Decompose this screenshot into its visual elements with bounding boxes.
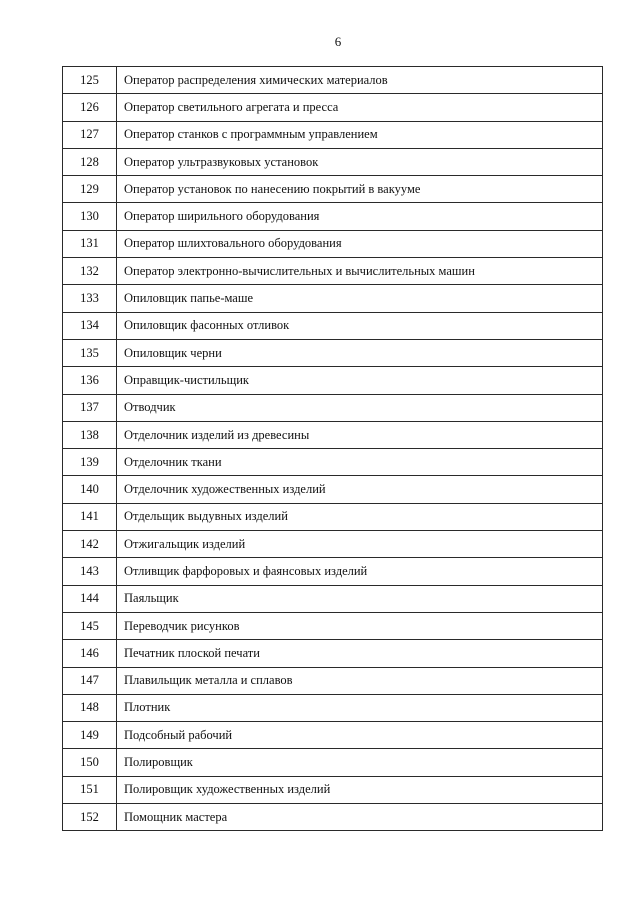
occupation-name-cell: Оператор электронно-вычислительных и вычислительных машин	[117, 258, 603, 285]
occupation-name-cell: Отделочник изделий из древесины	[117, 421, 603, 448]
row-number-cell: 125	[63, 67, 117, 94]
occupation-name-cell: Плотник	[117, 694, 603, 721]
occupation-name-cell: Оператор станков с программным управлением	[117, 121, 603, 148]
row-number-cell: 133	[63, 285, 117, 312]
table-row	[63, 148, 603, 175]
occupation-name-cell: Переводчик рисунков	[117, 612, 603, 639]
table-row	[63, 367, 603, 394]
table-row	[63, 722, 603, 749]
row-number-cell: 151	[63, 776, 117, 803]
row-number-cell: 152	[63, 804, 117, 831]
row-number-cell: 150	[63, 749, 117, 776]
occupation-name-cell: Полировщик художественных изделий	[117, 776, 603, 803]
table-row	[63, 176, 603, 203]
occupation-name-cell: Отводчик	[117, 394, 603, 421]
row-number-cell: 146	[63, 640, 117, 667]
table-row	[63, 531, 603, 558]
table-row	[63, 394, 603, 421]
occupation-name-cell: Отливщик фарфоровых и фаянсовых изделий	[117, 558, 603, 585]
row-number-cell: 148	[63, 694, 117, 721]
occupation-name-cell: Оператор распределения химических материалов	[117, 67, 603, 94]
table-row	[63, 312, 603, 339]
table-row	[63, 421, 603, 448]
row-number-cell: 142	[63, 531, 117, 558]
table-row	[63, 339, 603, 366]
occupation-name-cell: Отжигальщик изделий	[117, 531, 603, 558]
row-number-cell: 147	[63, 667, 117, 694]
occupation-name-cell: Подсобный рабочий	[117, 722, 603, 749]
table-row	[63, 612, 603, 639]
occupation-name-cell: Оператор ширильного оборудования	[117, 203, 603, 230]
table-row	[63, 67, 603, 94]
occupation-name-cell: Печатник плоской печати	[117, 640, 603, 667]
occupation-name-cell: Опиловщик черни	[117, 339, 603, 366]
table-row	[63, 694, 603, 721]
occupation-name-cell: Оператор шлихтовального оборудования	[117, 230, 603, 257]
row-number-cell: 140	[63, 476, 117, 503]
table-row	[63, 94, 603, 121]
row-number-cell: 130	[63, 203, 117, 230]
row-number-cell: 149	[63, 722, 117, 749]
occupation-name-cell: Оператор установок по нанесению покрытий в вакууме	[117, 176, 603, 203]
row-number-cell: 144	[63, 585, 117, 612]
row-number-cell: 128	[63, 148, 117, 175]
occupation-name-cell: Помощник мастера	[117, 804, 603, 831]
occupation-name-cell: Отдельщик выдувных изделий	[117, 503, 603, 530]
occupation-name-cell: Оправщик-чистильщик	[117, 367, 603, 394]
table-row	[63, 804, 603, 831]
row-number-cell: 127	[63, 121, 117, 148]
row-number-cell: 143	[63, 558, 117, 585]
row-number-cell: 145	[63, 612, 117, 639]
occupation-name-cell: Опиловщик фасонных отливок	[117, 312, 603, 339]
row-number-cell: 131	[63, 230, 117, 257]
row-number-cell: 141	[63, 503, 117, 530]
table-row	[63, 203, 603, 230]
table-row	[63, 258, 603, 285]
occupation-name-cell: Оператор светильного агрегата и пресса	[117, 94, 603, 121]
page-number: 6	[334, 34, 342, 49]
row-number-cell: 138	[63, 421, 117, 448]
table-row	[63, 230, 603, 257]
occupation-name-cell: Опиловщик папье-маше	[117, 285, 603, 312]
row-number-cell: 126	[63, 94, 117, 121]
table-row	[63, 558, 603, 585]
occupation-name-cell: Паяльщик	[117, 585, 603, 612]
table-row	[63, 476, 603, 503]
row-number-cell: 136	[63, 367, 117, 394]
table-row	[63, 776, 603, 803]
row-number-cell: 132	[63, 258, 117, 285]
occupation-name-cell: Полировщик	[117, 749, 603, 776]
occupation-name-cell: Оператор ультразвуковых установок	[117, 148, 603, 175]
row-number-cell: 129	[63, 176, 117, 203]
table-body	[63, 67, 603, 831]
table-row	[63, 640, 603, 667]
row-number-cell: 134	[63, 312, 117, 339]
table-row	[63, 585, 603, 612]
occupations-table	[62, 66, 603, 831]
table-row	[63, 285, 603, 312]
occupation-name-cell: Отделочник художественных изделий	[117, 476, 603, 503]
table-row	[63, 449, 603, 476]
table-row	[63, 121, 603, 148]
occupation-name-cell: Плавильщик металла и сплавов	[117, 667, 603, 694]
occupation-name-cell: Отделочник ткани	[117, 449, 603, 476]
table-row	[63, 749, 603, 776]
table-row	[63, 503, 603, 530]
table-row	[63, 667, 603, 694]
row-number-cell: 139	[63, 449, 117, 476]
row-number-cell: 135	[63, 339, 117, 366]
row-number-cell: 137	[63, 394, 117, 421]
